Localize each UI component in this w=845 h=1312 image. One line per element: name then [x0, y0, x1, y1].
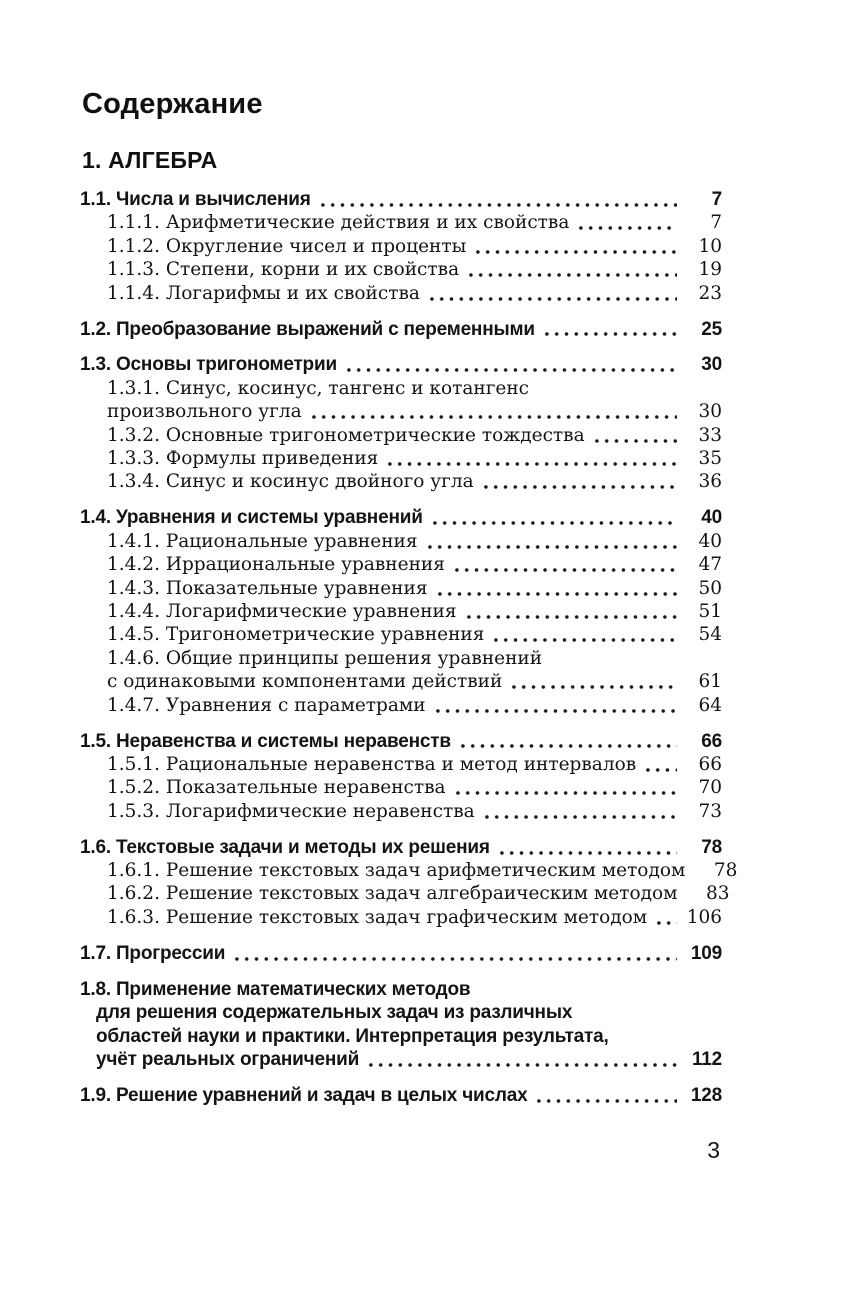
toc-entry-label: 1.4.7. Уравнения с параметрами [107, 694, 426, 716]
toc-entry-label: 1.3. Основы тригонометрии [80, 354, 337, 376]
toc-entry-page: 35 [698, 448, 722, 470]
toc-entry-page: 106 [686, 906, 722, 928]
toc-entry-line: областей науки и практики. Интерпретация результата, [96, 1025, 609, 1047]
toc-entry-line [80, 942, 722, 965]
dot-leader [433, 694, 677, 717]
toc-entry [80, 1084, 722, 1107]
toc-entry-page: 78 [701, 836, 722, 858]
toc-entry [80, 506, 722, 529]
dot-leader [453, 776, 677, 799]
dot-leader [318, 188, 677, 211]
toc-entry-line [80, 530, 722, 553]
toc-entry [80, 470, 722, 493]
toc-entry-page: 66 [701, 730, 722, 752]
dot-leader [366, 1048, 677, 1071]
toc-entry [80, 800, 722, 823]
toc-entry [80, 730, 722, 753]
toc-entry-line [80, 882, 730, 905]
toc-entry-label: учёт реальных ограничений [96, 1048, 360, 1070]
toc-entry [80, 836, 722, 859]
toc-entry-page: 23 [698, 282, 722, 304]
toc-entry [80, 882, 730, 905]
toc-entry [80, 377, 722, 424]
toc-entry [80, 600, 722, 623]
toc-entry [80, 776, 722, 799]
toc-entry [80, 530, 722, 553]
toc-entry [80, 577, 722, 600]
toc-entry-line [80, 906, 722, 929]
toc-entry-label: 1.3.3. Формулы приведения [107, 448, 379, 470]
dot-leader [232, 942, 677, 965]
toc-entry [80, 258, 722, 281]
toc-entry-line [80, 859, 738, 882]
dot-leader [473, 235, 677, 258]
toc-entry [80, 282, 722, 305]
toc-entry-page: 61 [698, 671, 722, 693]
dot-leader [592, 424, 677, 447]
footer-page-number: 3 [707, 1137, 720, 1164]
toc-entry [80, 424, 722, 447]
dot-leader [509, 670, 677, 693]
dot-leader [482, 800, 677, 823]
toc-entry-label: 1.4.4. Логарифмические уравнения [107, 601, 457, 622]
toc-entry [80, 906, 722, 929]
page-title: Содержание [82, 88, 263, 120]
dot-leader [643, 753, 677, 776]
toc-entry-page: 30 [701, 354, 722, 376]
toc-entry [80, 318, 722, 341]
dot-leader [427, 282, 677, 305]
toc-entry-line [80, 188, 722, 211]
toc-entry [80, 942, 722, 965]
toc-entry-page: 50 [698, 577, 722, 599]
toc-entry-label: 1.3.2. Основные тригонометрические тождества [107, 424, 585, 446]
toc-entry [80, 553, 722, 576]
dot-leader [385, 447, 677, 470]
toc-entry-page: 109 [690, 942, 722, 964]
toc-entry-page: 40 [698, 530, 722, 552]
toc-entry-line [80, 400, 722, 423]
toc-entry-page: 64 [698, 694, 722, 716]
toc-entry [80, 188, 722, 211]
toc-entry-label: 1.4.3. Показательные уравнения [107, 577, 428, 599]
toc-entry-page: 7 [711, 189, 722, 210]
dot-leader [534, 1084, 677, 1107]
toc-entry-page: 54 [698, 624, 722, 646]
toc-entry-page: 112 [691, 1048, 722, 1070]
toc-entry [80, 235, 722, 258]
toc-entry-line [80, 353, 722, 376]
toc-entry-label: 1.1.2. Округление чисел и проценты [107, 235, 467, 257]
dot-leader [481, 470, 677, 493]
toc-entry-label: 1.1.4. Логарифмы и их свойства [107, 282, 420, 304]
toc-entry-label: 1.1.1. Арифметические действия и их свойства [107, 212, 570, 234]
toc-entry-line [80, 776, 722, 799]
dot-leader [425, 530, 677, 553]
toc-entry-line: 1.3.1. Синус, косинус, тангенс и котангенс [107, 377, 530, 399]
toc-entry-line [80, 1084, 722, 1107]
toc-entry-label: 1.4. Уравнения и системы уравнений [80, 507, 423, 529]
toc-entry-page: 25 [701, 318, 722, 340]
toc-entry-label: 1.4.2. Иррациональные уравнения [107, 554, 445, 576]
toc-entry-page: 40 [701, 507, 722, 529]
toc-entry-label: 1.4.5. Тригонометрические уравнения [107, 624, 485, 646]
dot-leader [344, 353, 677, 376]
toc-entry-page: 128 [690, 1084, 722, 1106]
toc-entry-label: 1.1. Числа и вычисления [80, 189, 311, 210]
toc-entry-page: 7 [710, 212, 722, 234]
dot-leader [576, 211, 677, 234]
dot-leader [458, 730, 677, 753]
toc-entry-line [80, 694, 722, 717]
toc-entry-line [80, 235, 722, 258]
toc-entry-page: 36 [698, 471, 722, 493]
toc-entry-line [80, 623, 722, 646]
toc-entry-line [80, 753, 722, 776]
toc-entry-line [80, 447, 722, 470]
toc-entry-line [80, 800, 722, 823]
toc-entry-label: 1.2. Преобразование выражений с переменными [80, 318, 535, 340]
toc-entry-label: 1.6.3. Решение текстовых задач графическим методом [107, 906, 648, 928]
toc-entry [80, 647, 722, 694]
toc-entry [80, 447, 722, 470]
toc-entry-label: 1.1.3. Степени, корни и их свойства [107, 259, 460, 281]
toc-entry [80, 859, 738, 882]
toc-entry-label: с одинаковыми компонентами действий [107, 671, 503, 693]
toc-entry [80, 353, 722, 376]
toc-entry-label: 1.6.1. Решение текстовых задач арифметическим методом [107, 860, 686, 882]
toc-entry-line [80, 553, 722, 576]
toc-entry-label: 1.5.2. Показательные неравенства [107, 777, 446, 799]
dot-leader [435, 577, 678, 600]
toc-entry-page: 19 [698, 259, 722, 281]
toc-entry-line [80, 282, 722, 305]
toc-entry-page: 10 [698, 235, 722, 257]
toc-entry-line [80, 258, 722, 281]
dot-leader [309, 400, 677, 423]
table-of-contents [80, 188, 738, 1107]
toc-entry-page: 51 [698, 601, 722, 622]
toc-entry [80, 978, 722, 1072]
toc-entry-line [80, 211, 722, 234]
toc-entry [80, 211, 722, 234]
part-heading: 1. АЛГЕБРА [82, 147, 218, 173]
toc-entry-page: 70 [698, 777, 722, 799]
toc-entry-line [80, 600, 722, 623]
dot-leader [452, 553, 677, 576]
toc-entry-page: 78 [713, 860, 738, 882]
toc-entry-page: 83 [706, 883, 730, 905]
toc-entry-line: 1.4.6. Общие принципы решения уравнений [107, 647, 543, 669]
dot-leader [491, 623, 677, 646]
toc-entry-label: 1.3.4. Синус и косинус двойного угла [107, 471, 474, 493]
toc-entry [80, 623, 722, 646]
toc-entry-page: 66 [698, 753, 722, 775]
toc-entry-page: 73 [698, 800, 722, 822]
toc-entry [80, 694, 722, 717]
toc-entry-label: 1.5. Неравенства и системы неравенств [80, 730, 451, 752]
toc-entry-label: 1.7. Прогрессии [80, 942, 226, 964]
toc-entry-page: 47 [698, 554, 722, 576]
toc-entry-label: произвольного угла [107, 401, 302, 423]
toc-entry-label: 1.9. Решение уравнений и задач в целых числах [80, 1084, 528, 1106]
toc-entry-line [80, 318, 722, 341]
dot-leader [654, 906, 677, 929]
toc-entry-line [80, 506, 722, 529]
toc-entry-label: 1.4.1. Рациональные уравнения [107, 530, 418, 552]
dot-leader [497, 836, 677, 859]
toc-entry-line: для решения содержательных задач из различных [96, 1002, 573, 1024]
toc-entry-label: 1.6. Текстовые задачи и методы их решения [80, 836, 490, 858]
toc-entry-label: 1.5.1. Рациональные неравенства и метод интервалов [107, 753, 637, 775]
toc-entry-line [80, 1048, 722, 1071]
dot-leader [430, 506, 677, 529]
toc-entry-line [80, 670, 722, 693]
toc-entry [80, 753, 722, 776]
toc-entry-label: 1.5.3. Логарифмические неравенства [107, 800, 475, 822]
toc-entry-line [80, 424, 722, 447]
toc-entry-page: 30 [698, 401, 722, 423]
toc-entry-line [80, 470, 722, 493]
toc-entry-line [80, 836, 722, 859]
toc-entry-label: 1.6.2. Решение текстовых задач алгебраическим методом [107, 883, 678, 905]
dot-leader [464, 600, 677, 623]
toc-entry-page: 33 [698, 424, 722, 446]
dot-leader [542, 318, 677, 341]
toc-entry-line [80, 577, 722, 600]
dot-leader [466, 258, 677, 281]
toc-entry-line [80, 730, 722, 753]
toc-entry-line: 1.8. Применение математических методов [80, 978, 471, 1000]
